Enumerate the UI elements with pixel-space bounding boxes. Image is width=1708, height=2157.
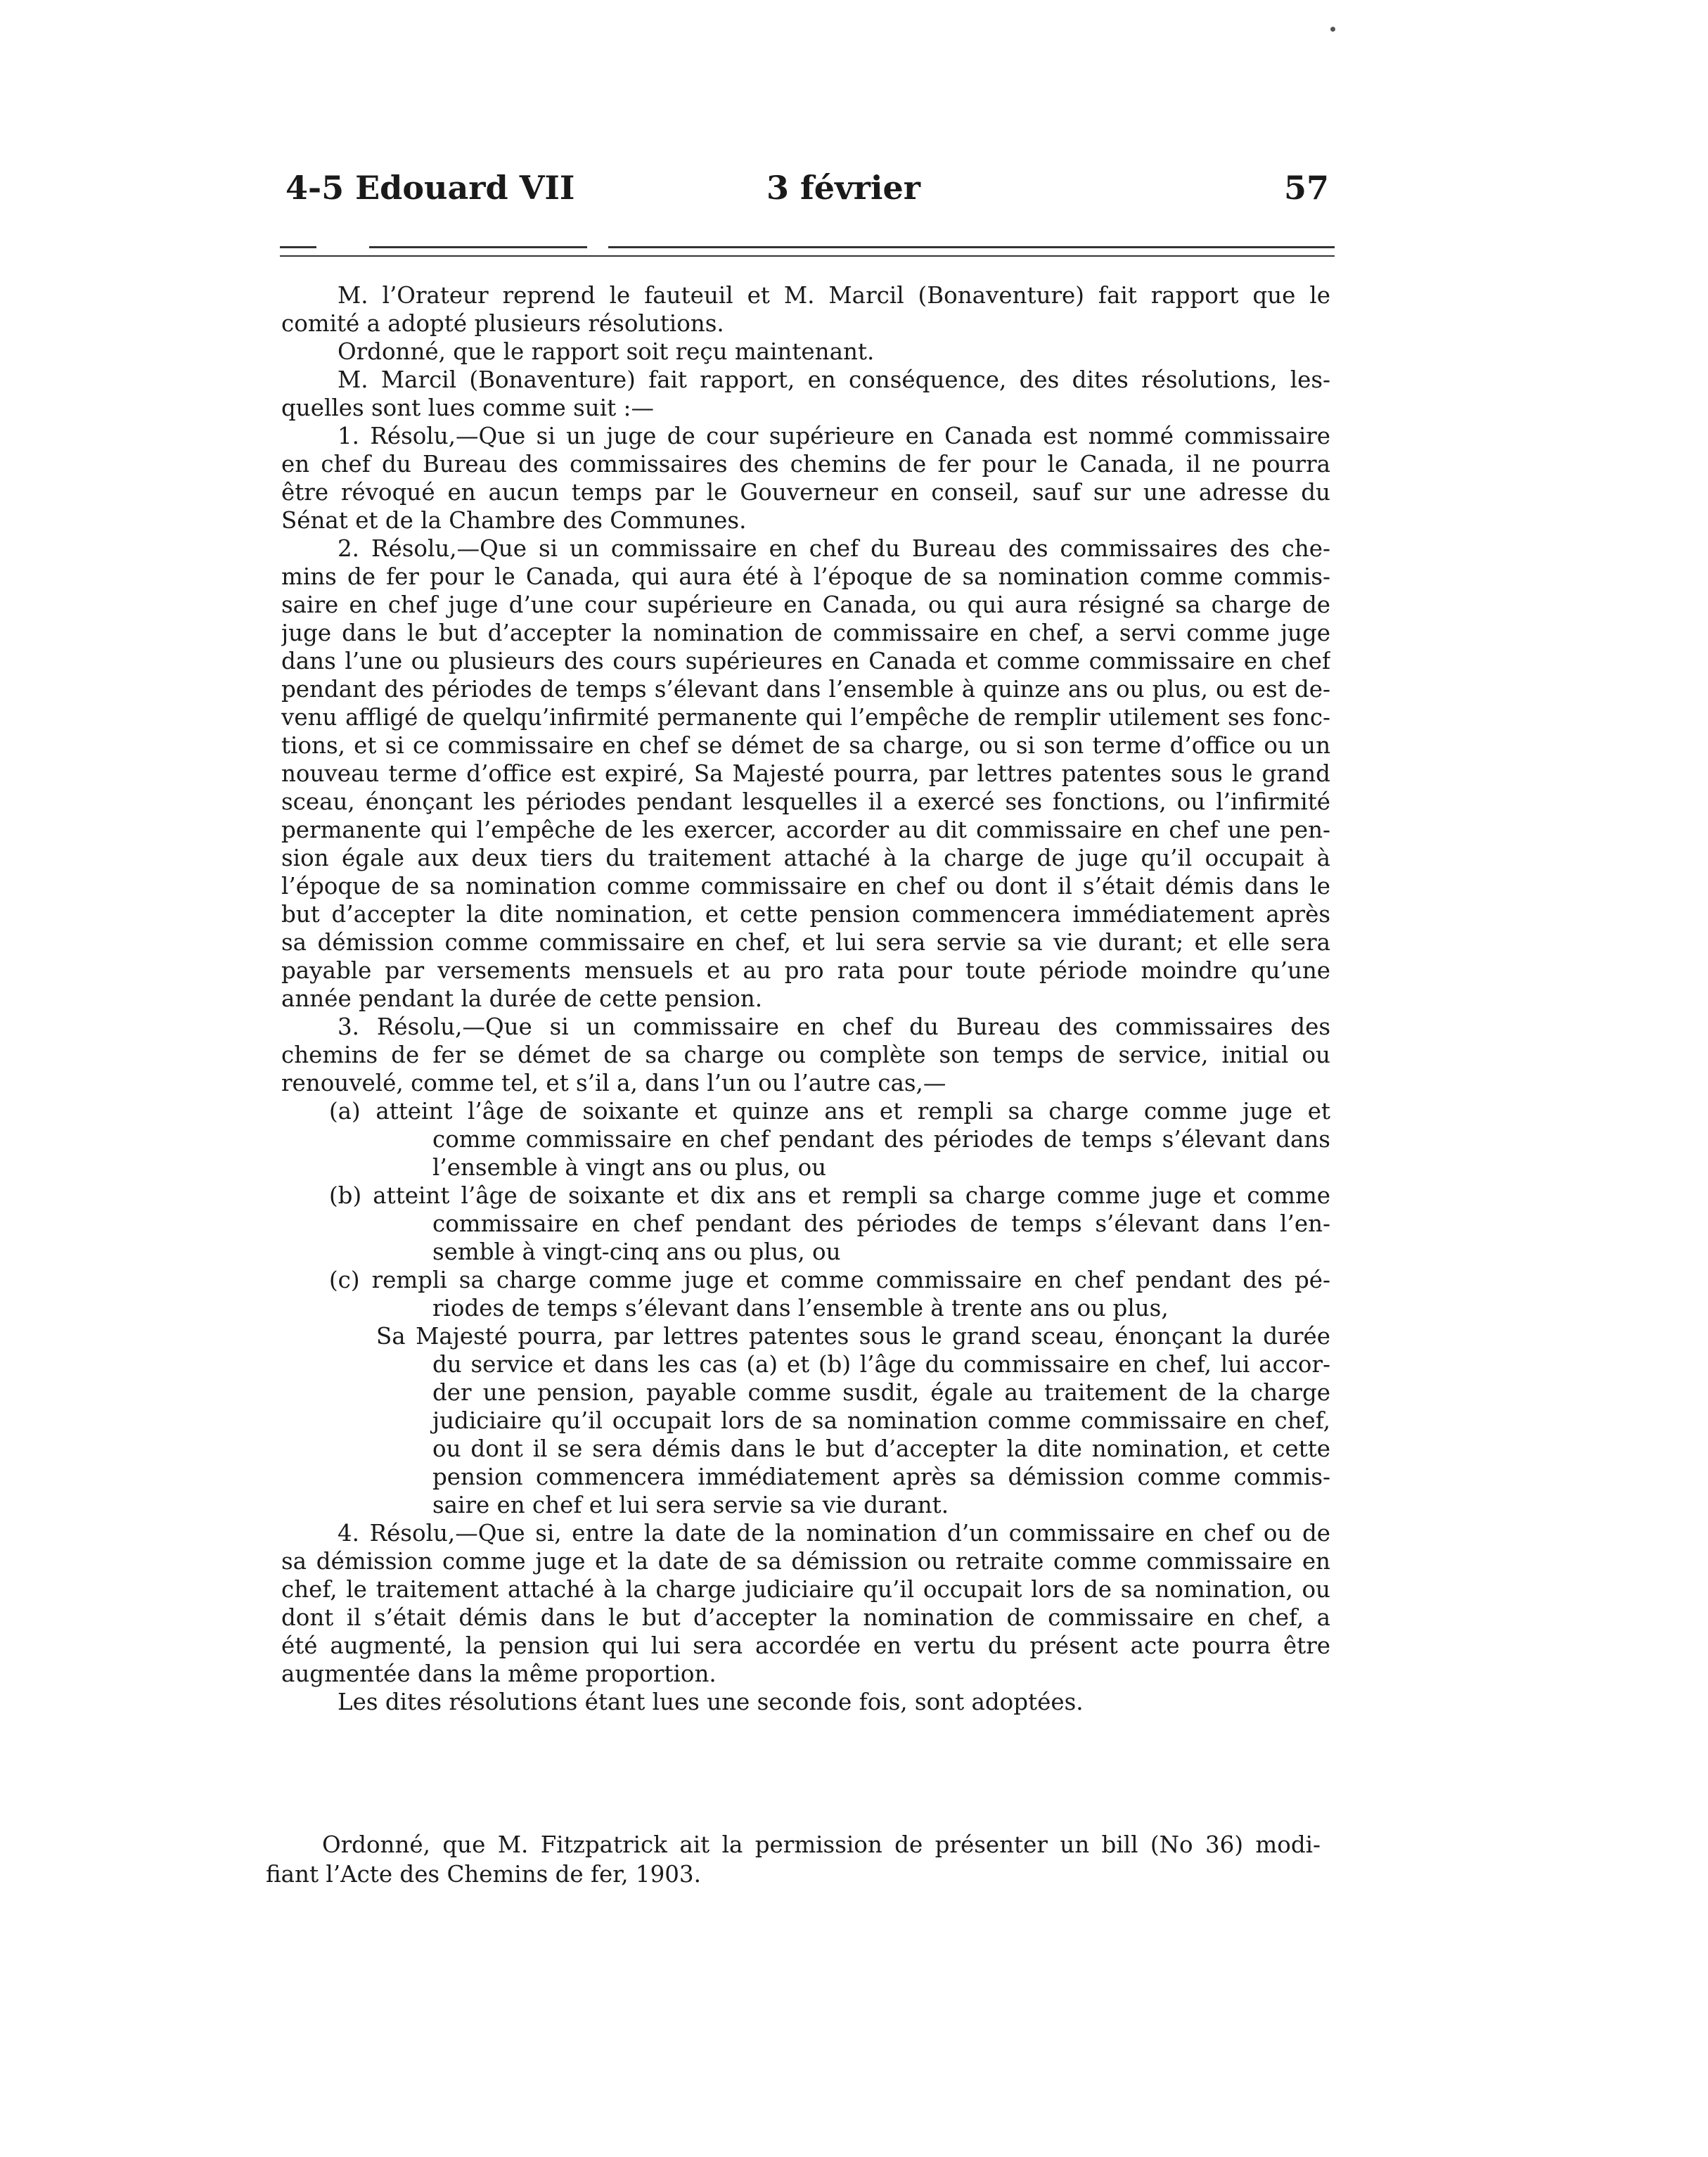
text-line: sa démission comme juge et la date de sa démission ou retraite comme commissaire en <box>281 1548 1330 1575</box>
header-date: 3 février <box>766 169 921 207</box>
body-text <box>281 281 1330 1716</box>
text-line: année pendant la durée de cette pension. <box>281 985 763 1012</box>
header-reign: 4-5 Edouard VII <box>285 169 575 207</box>
text-line: l’époque de sa nomination comme commissaire en chef ou dont il s’était démis dans le <box>281 873 1330 900</box>
text-line: saire en chef juge d’une cour supérieure en Canada, ou qui aura résigné sa charge de <box>281 591 1330 618</box>
text-line: judiciaire qu’il occupait lors de sa nomination comme commissaire en chef, <box>432 1407 1330 1434</box>
text-line: dans l’une ou plusieurs des cours supérieures en Canada et comme commissaire en chef <box>281 648 1330 674</box>
text-line: but d’accepter la dite nomination, et cette pension commencera immédiatement après <box>281 901 1330 928</box>
text-line: nouveau terme d’office est expiré, Sa Majesté pourra, par lettres patentes sous le grand <box>281 760 1330 787</box>
text-line: pension commencera immédiatement après sa démission comme commis- <box>432 1464 1330 1490</box>
text-line: juge dans le but d’accepter la nomination de commissaire en chef, a servi comme juge <box>281 620 1330 646</box>
text-line: Ordonné, que M. Fitzpatrick ait la permission de présenter un bill (No 36) modi- <box>322 1831 1321 1858</box>
text-line: Ordonné, que le rapport soit reçu maintenant. <box>338 338 875 365</box>
text-line: commissaire en chef pendant des périodes de temps s’élevant dans l’en- <box>432 1210 1330 1237</box>
page-header <box>281 163 1329 212</box>
text-line: permanente qui l’empêche de les exercer, accorder au dit commissaire en chef une pen- <box>281 817 1330 843</box>
text-line: été augmenté, la pension qui lui sera accordée en vertu du présent acte pourra être <box>281 1632 1330 1659</box>
text-line: fiant l’Acte des Chemins de fer, 1903. <box>266 1861 701 1888</box>
text-line: Sa Majesté pourra, par lettres patentes sous le grand sceau, énonçant la durée <box>376 1323 1330 1350</box>
text-line: Les dites résolutions étant lues une seconde fois, sont adoptées. <box>338 1689 1084 1715</box>
text-line: payable par versements mensuels et au pro rata pour toute période moindre qu’une <box>281 957 1330 984</box>
speck-mark <box>1330 27 1335 32</box>
text-line: pendant des périodes de temps s’élevant dans l’ensemble à quinze ans ou plus, ou est de- <box>281 676 1330 703</box>
text-line: en chef du Bureau des commissaires des chemins de fer pour le Canada, il ne pourra <box>281 451 1330 478</box>
text-line: dont il s’était démis dans le but d’accepter la nomination de commissaire en chef, a <box>281 1604 1330 1631</box>
text-line: chef, le traitement attaché à la charge judiciaire qu’il occupait lors de sa nomination, ou <box>281 1576 1330 1603</box>
text-line: M. Marcil (Bonaventure) fait rapport, en conséquence, des dites résolutions, les- <box>338 366 1330 393</box>
text-line: tions, et si ce commissaire en chef se démet de sa charge, ou si son terme d’office ou un <box>281 732 1330 759</box>
text-line: mins de fer pour le Canada, qui aura été à l’époque de sa nomination comme commis- <box>281 563 1330 590</box>
header-rule-top <box>280 246 1335 248</box>
text-line: venu affligé de quelqu’infirmité permanente qui l’empêche de remplir utilement ses fonc- <box>281 704 1330 731</box>
resolution-4-line: 4. Résolu,—Que si, entre la date de la nomination d’un commissaire en chef ou de <box>338 1520 1330 1547</box>
text-line: chemins de fer se démet de sa charge ou complète son temps de service, initial ou <box>281 1042 1330 1068</box>
text-line: sceau, énonçant les périodes pendant lesquelles il a exercé ses fonctions, ou l’infirmité <box>281 788 1330 815</box>
clause-b-line: (b) atteint l’âge de soixante et dix ans et rempli sa charge comme juge et comme <box>329 1182 1330 1209</box>
text-line: renouvelé, comme tel, et s’il a, dans l’un ou l’autre cas,— <box>281 1070 946 1096</box>
clause-a-line: (a) atteint l’âge de soixante et quinze ans et rempli sa charge comme juge et <box>329 1098 1330 1125</box>
text-line: quelles sont lues comme suit :— <box>281 395 654 421</box>
resolution-2-line: 2. Résolu,—Que si un commissaire en chef du Bureau des commissaires des che- <box>338 535 1330 562</box>
page-number: 57 <box>1283 169 1329 207</box>
header-rule-bottom <box>280 255 1335 257</box>
text-line: sa démission comme commissaire en chef, et lui sera servie sa vie durant; et elle sera <box>281 929 1330 956</box>
text-line: ou dont il se sera démis dans le but d’accepter la dite nomination, et cette <box>432 1435 1330 1462</box>
resolution-1-line: 1. Résolu,—Que si un juge de cour supérieure en Canada est nommé commissaire <box>338 423 1330 449</box>
final-order <box>266 1830 1321 1889</box>
text-line: être révoqué en aucun temps par le Gouverneur en conseil, sauf sur une adresse du <box>281 479 1330 506</box>
text-line: augmentée dans la même proportion. <box>281 1660 717 1687</box>
clause-c-line: (c) rempli sa charge comme juge et comme commissaire en chef pendant des pé- <box>329 1267 1330 1293</box>
text-line: der une pension, payable comme susdit, égale au traitement de la charge <box>432 1379 1330 1406</box>
text-line: du service et dans les cas (a) et (b) l’âge du commissaire en chef, lui accor- <box>432 1351 1330 1378</box>
text-line: semble à vingt-cinq ans ou plus, ou <box>432 1238 841 1265</box>
text-line: riodes de temps s’élevant dans l’ensemble à trente ans ou plus, <box>432 1295 1169 1321</box>
text-line: M. l’Orateur reprend le fauteuil et M. Marcil (Bonaventure) fait rapport que le <box>338 282 1330 309</box>
text-line: sion égale aux deux tiers du traitement attaché à la charge de juge qu’il occupait à <box>281 845 1330 871</box>
text-line: comme commissaire en chef pendant des périodes de temps s’élevant dans <box>432 1126 1330 1153</box>
text-line: saire en chef et lui sera servie sa vie durant. <box>432 1492 949 1518</box>
text-line: l’ensemble à vingt ans ou plus, ou <box>432 1154 827 1181</box>
text-line: comité a adopté plusieurs résolutions. <box>281 310 724 337</box>
resolution-3-line: 3. Résolu,—Que si un commissaire en chef du Bureau des commissaires des <box>338 1013 1330 1040</box>
text-line: Sénat et de la Chambre des Communes. <box>281 507 747 534</box>
